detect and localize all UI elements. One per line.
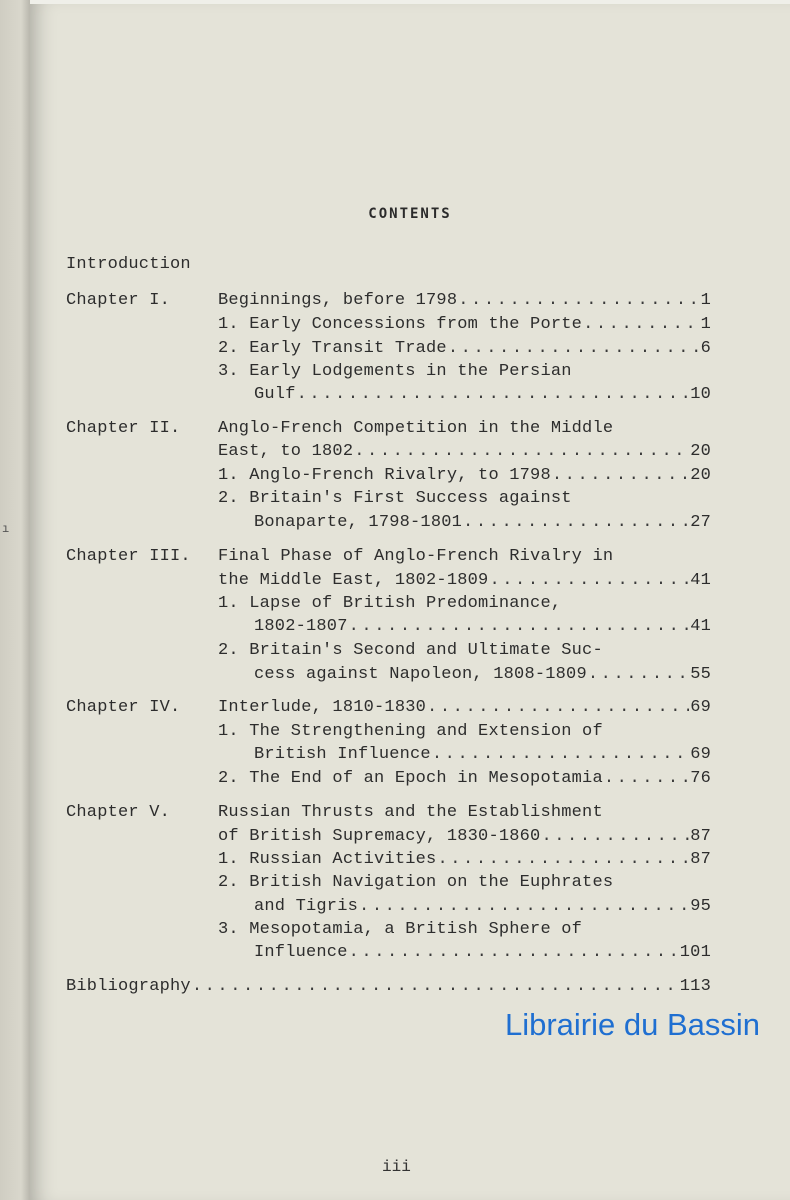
page-number: 41 <box>690 617 711 636</box>
dot-leader <box>583 315 700 335</box>
dot-leader <box>458 291 699 311</box>
section-row <box>254 745 711 765</box>
section-row <box>254 617 711 637</box>
chapter-title-row <box>218 827 711 847</box>
dot-leader <box>192 977 679 997</box>
section-row <box>218 315 711 335</box>
page-number: 55 <box>690 665 711 684</box>
chapter-title-continued: East, to 1802 <box>218 442 354 461</box>
section-row <box>218 339 711 359</box>
chapter-title-continued: of British Supremacy, 1830-1860 <box>218 827 541 846</box>
page-title: CONTENTS <box>368 206 452 222</box>
section-title-continued: 1802-1807 <box>254 617 348 636</box>
section-title: 2. British Navigation on the Euphrates <box>218 873 614 892</box>
chapter-title-row <box>218 698 711 718</box>
section-row <box>218 850 711 870</box>
section-title: 1. Early Concessions from the Porte <box>218 315 583 334</box>
dot-leader <box>359 897 689 917</box>
chapter-title-row <box>218 291 711 311</box>
page-number: 87 <box>690 850 711 869</box>
page-number: 41 <box>690 571 711 590</box>
chapter-label: Chapter V. <box>66 803 171 822</box>
chapter-title-row <box>218 442 711 462</box>
page-gutter <box>0 0 30 1200</box>
section-title: 1. The Strengthening and Extension of <box>218 722 603 741</box>
section-row <box>218 466 711 486</box>
section-title-continued: British Influence <box>254 745 431 764</box>
chapter-title: Anglo-French Competition in the Middle <box>218 419 614 438</box>
chapter-label: Chapter II. <box>66 419 181 438</box>
dot-leader <box>604 769 689 789</box>
gutter-mark: ı <box>2 522 10 536</box>
chapter-label: Chapter I. <box>66 291 171 310</box>
section-title-continued: and Tigris <box>254 897 359 916</box>
section-title: 2. Early Transit Trade <box>218 339 447 358</box>
page-number: 6 <box>700 339 711 358</box>
dot-leader <box>349 943 679 963</box>
section-row <box>254 665 711 685</box>
section-title: 1. Anglo-French Rivalry, to 1798 <box>218 466 551 485</box>
section-row <box>254 897 711 917</box>
section-title-continued: cess against Napoleon, 1808-1809 <box>254 665 587 684</box>
page-number: 10 <box>690 385 711 404</box>
dot-leader <box>349 617 690 637</box>
bibliography-label: Bibliography <box>66 977 191 996</box>
page-folio: iii <box>382 1158 411 1176</box>
section-title: 1. Lapse of British Predominance, <box>218 594 562 613</box>
page-number: 76 <box>690 769 711 788</box>
section-row <box>218 769 711 789</box>
page-number: 69 <box>690 698 711 717</box>
dot-leader <box>463 513 689 533</box>
chapter-label: Chapter III. <box>66 547 191 566</box>
page-number: 20 <box>690 466 711 485</box>
chapter-title: Final Phase of Anglo-French Rivalry in <box>218 547 614 566</box>
dot-leader <box>297 385 690 405</box>
dot-leader <box>354 442 689 462</box>
section-title: 1. Russian Activities <box>218 850 437 869</box>
chapter-title: Russian Thrusts and the Establishment <box>218 803 603 822</box>
section-row <box>254 513 711 533</box>
page-number: 101 <box>679 943 711 962</box>
page-number: 95 <box>690 897 711 916</box>
dot-leader <box>437 850 689 870</box>
section-title-continued: Influence <box>254 943 348 962</box>
page-number: 27 <box>690 513 711 532</box>
page-number: 20 <box>690 442 711 461</box>
page-number: 113 <box>679 977 711 996</box>
chapter-title: Interlude, 1810-1830 <box>218 698 427 717</box>
page-number: 69 <box>690 745 711 764</box>
section-title-continued: Gulf <box>254 385 296 404</box>
section-row <box>254 385 711 405</box>
toc-bibliography <box>66 977 711 997</box>
section-title: 3. Early Lodgements in the Persian <box>218 362 572 381</box>
chapter-title-continued: the Middle East, 1802-1809 <box>218 571 489 590</box>
document-page <box>30 4 790 1200</box>
section-title: 3. Mesopotamia, a British Sphere of <box>218 920 583 939</box>
page-number: 1 <box>700 291 711 310</box>
section-row <box>254 943 711 963</box>
dot-leader <box>541 827 689 847</box>
chapter-label: Chapter IV. <box>66 698 181 717</box>
dot-leader <box>448 339 700 359</box>
dot-leader <box>432 745 689 765</box>
section-title: 2. Britain's Second and Ultimate Suc- <box>218 641 603 660</box>
dot-leader <box>427 698 689 718</box>
dot-leader <box>588 665 689 685</box>
section-title: 2. The End of an Epoch in Mesopotamia <box>218 769 603 788</box>
section-title-continued: Bonaparte, 1798-1801 <box>254 513 463 532</box>
chapter-title-row <box>218 571 711 591</box>
chapter-title: Beginnings, before 1798 <box>218 291 458 310</box>
page-number: 87 <box>690 827 711 846</box>
toc-introduction: Introduction <box>66 255 191 274</box>
page-number: 1 <box>700 315 711 334</box>
dot-leader <box>552 466 689 486</box>
dot-leader <box>489 571 689 591</box>
watermark-text: Librairie du Bassin <box>504 1007 760 1042</box>
section-title: 2. Britain's First Success against <box>218 489 572 508</box>
